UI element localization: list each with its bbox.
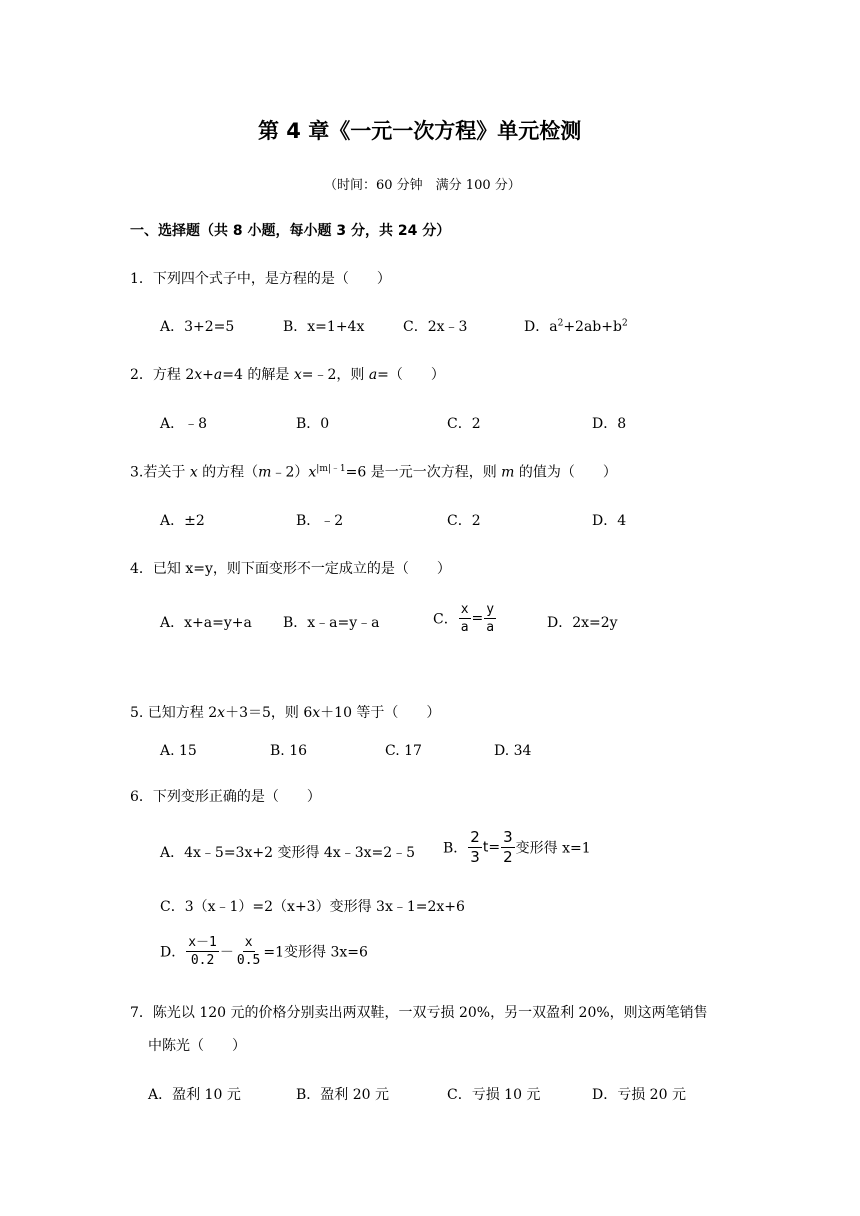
question-5-option-a: A. 15 <box>160 743 197 759</box>
question-1-option-a: A．3+2=5 <box>160 319 235 335</box>
question-2-option-b: B．0 <box>296 416 330 432</box>
q3-s3: ﹣2） <box>271 464 309 481</box>
question-5-option-b: B. 16 <box>270 743 308 759</box>
question-6-option-a: A．4x﹣5=3x+2 变形得 4x﹣3x=2﹣5 <box>160 845 416 861</box>
q6-d-num1: x－1 <box>188 935 217 950</box>
q6-d-tail: =1变形得 3x=6 <box>263 944 368 961</box>
question-2-option-c: C．2 <box>447 416 481 432</box>
q4-c-fraction-1 <box>459 603 471 634</box>
q3-exponent: |m|﹣1 <box>316 464 346 474</box>
q6-b-num1: 2 <box>470 828 480 846</box>
question-3-option-a: A．±2 <box>160 513 205 529</box>
question-7-stem-line1: 7．陈光以 120 元的价格分别卖出两双鞋，一双亏损 20%，另一双盈利 20%，则这两笔销售 <box>130 1005 708 1021</box>
question-7-option-b: B．盈利 20 元 <box>296 1087 390 1103</box>
question-3-option-d: D．4 <box>592 513 627 529</box>
question-6-option-b <box>443 830 591 865</box>
q4-c-den2: a <box>486 620 495 635</box>
q1-d-sup1: 2 <box>557 318 564 329</box>
q6-d-fraction-1 <box>186 936 219 967</box>
q3-s5: 的值为（ ） <box>514 464 617 481</box>
question-6-option-c: C．3（x﹣1）=2（x+3）变形得 3x﹣1=2x+6 <box>160 899 465 915</box>
page-title: 第 4 章《一元一次方程》单元检测 <box>258 119 582 143</box>
question-5-stem <box>130 702 440 722</box>
q3-s2: 的方程（ <box>197 464 259 481</box>
q2-s2: + <box>202 367 214 383</box>
q3-var-m: m <box>258 464 272 481</box>
q6-b-num2: 3 <box>503 828 513 846</box>
q4-c-eq: = <box>471 610 484 627</box>
q6-d-den1: 0.2 <box>190 953 215 968</box>
question-4-option-a: A．x+a=y+a <box>160 615 252 631</box>
q6-b-mid: t= <box>482 839 501 856</box>
q3-var-x: x <box>189 464 198 481</box>
q4-c-label: C． <box>433 611 458 628</box>
question-4-option-d: D．2x=2y <box>547 615 618 631</box>
q1-d-sup2: 2 <box>621 318 628 329</box>
question-6-option-d <box>160 936 368 967</box>
q4-c-num1: x <box>460 602 469 617</box>
q2-var-a: a <box>213 367 223 383</box>
q5-s3: ＋10 等于（ ） <box>320 705 441 721</box>
q6-b-fraction-2 <box>501 830 515 865</box>
q6-d-den2: 0.5 <box>236 953 261 968</box>
question-7-option-c: C．亏损 10 元 <box>447 1087 541 1103</box>
q2-var-x2: x <box>293 367 302 383</box>
question-1-option-b: B．x=1+4x <box>283 319 365 335</box>
q6-b-tail: 变形得 x=1 <box>515 840 591 857</box>
question-3-stem <box>130 461 617 482</box>
question-1-option-d <box>524 316 628 336</box>
q5-var-x: x <box>217 705 226 721</box>
section-heading: 一、选择题（共 8 小题，每小题 3 分，共 24 分） <box>130 223 451 239</box>
q2-s5: =（ ） <box>377 367 445 383</box>
question-7-stem-line2: 中陈光（ ） <box>148 1038 246 1054</box>
question-3-option-c: C．2 <box>447 513 481 529</box>
q6-d-num2: x <box>244 935 253 950</box>
question-4-stem: 4．已知 x=y，则下面变形不一定成立的是（ ） <box>130 561 451 577</box>
q5-var-x2: x <box>312 705 321 721</box>
q4-c-fraction-2 <box>484 603 496 634</box>
q6-b-den2: 2 <box>503 848 513 866</box>
question-7-option-a: A．盈利 10 元 <box>148 1087 241 1103</box>
q5-s1: 5. 已知方程 2 <box>130 705 218 721</box>
q1-d-mid: +2ab+b <box>563 319 622 335</box>
question-4-option-b: B．x﹣a=y﹣a <box>283 615 380 631</box>
q4-c-num2: y <box>486 602 495 617</box>
q2-s1: 2．方程 2 <box>130 367 195 383</box>
q2-s4: =﹣2，则 <box>301 367 369 383</box>
question-7-option-d: D．亏损 20 元 <box>592 1087 686 1103</box>
question-1-option-c: C．2x﹣3 <box>403 319 468 335</box>
q6-d-label: D． <box>160 944 186 961</box>
question-5-option-c: C. 17 <box>385 743 422 759</box>
q3-var-m2: m <box>501 464 515 481</box>
q1-d-prefix: D．a <box>524 319 558 335</box>
q5-s2: ＋3＝5，则 6 <box>225 705 313 721</box>
q3-s4: =6 是一元一次方程，则 <box>345 464 502 481</box>
q2-s3: =4 的解是 <box>222 367 294 383</box>
question-2-stem <box>130 364 445 384</box>
question-2-option-d: D．8 <box>592 416 627 432</box>
q6-b-den1: 3 <box>470 848 480 866</box>
q3-var-x2: x <box>308 464 317 481</box>
question-1-stem: 1．下列四个式子中，是方程的是（ ） <box>130 271 391 287</box>
question-6-stem: 6．下列变形正确的是（ ） <box>130 789 321 805</box>
q6-b-label: B． <box>443 840 468 857</box>
question-2-option-a: A．﹣8 <box>160 416 208 432</box>
q2-var-a2: a <box>368 367 378 383</box>
question-5-option-d: D. 34 <box>494 743 532 759</box>
q3-s1: 3.若关于 <box>130 464 190 481</box>
exam-info: （时间：60 分钟 满分 100 分） <box>324 178 521 193</box>
q4-c-den1: a <box>460 620 469 635</box>
q6-b-fraction-1 <box>468 830 482 865</box>
q6-d-fraction-2 <box>235 936 262 967</box>
question-4-option-c <box>433 603 497 634</box>
question-3-option-b: B．﹣2 <box>296 513 344 529</box>
q6-d-minus: － <box>219 944 234 961</box>
q2-var-x: x <box>194 367 203 383</box>
